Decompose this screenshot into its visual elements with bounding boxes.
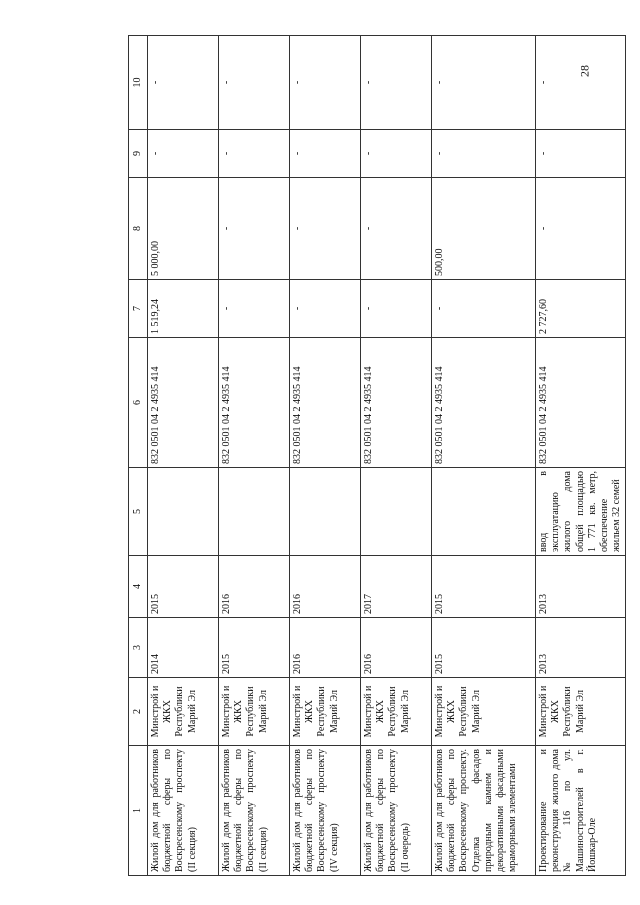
amount-col7-cell: 2 727,60: [536, 280, 626, 338]
start-year-cell: 2013: [536, 618, 626, 678]
amount-col10-cell: -: [432, 36, 536, 130]
column-header: 9: [129, 130, 148, 178]
amount-col8-cell: -: [219, 178, 290, 280]
end-year-cell: 2015: [432, 556, 536, 618]
executor-cell: Минстрой и ЖКХ Республики Марий Эл: [219, 678, 290, 746]
executor-cell: Минстрой и ЖКХ Республики Марий Эл: [432, 678, 536, 746]
amount-col10-cell: -: [361, 36, 432, 130]
end-year-cell: 2015: [148, 556, 219, 618]
amount-col7-cell: -: [361, 280, 432, 338]
start-year-cell: 2016: [361, 618, 432, 678]
object-name-cell: Жилой дом для работников бюджетной сферы по Воскресенскому проспекту (II секция): [148, 746, 219, 876]
budget-code-cell: 832 0501 04 2 4935 414: [361, 338, 432, 468]
budget-code-cell: 832 0501 04 2 4935 414: [290, 338, 361, 468]
result-cell: [432, 468, 536, 556]
amount-col10-cell: -: [290, 36, 361, 130]
amount-col9-cell: -: [536, 130, 626, 178]
amount-col9-cell: -: [219, 130, 290, 178]
funding-table: [128, 35, 626, 876]
result-cell: [361, 468, 432, 556]
amount-col9-cell: -: [361, 130, 432, 178]
column-header: 2: [129, 678, 148, 746]
object-name-cell: Жилой дом для работников бюджетной сферы по Воскресенскому проспекту (II очередь): [361, 746, 432, 876]
start-year-cell: 2015: [219, 618, 290, 678]
budget-code-cell: 832 0501 04 2 4935 414: [432, 338, 536, 468]
executor-cell: Минстрой и ЖКХ Республики Марий Эл: [361, 678, 432, 746]
end-year-cell: 2017: [361, 556, 432, 618]
object-name-cell: Жилой дом для работников бюджетной сферы по Воскресенскому проспекту (IV секция): [290, 746, 361, 876]
start-year-cell: 2014: [148, 618, 219, 678]
amount-col10-cell: -: [219, 36, 290, 130]
table-row: [536, 36, 626, 876]
start-year-cell: 2016: [290, 618, 361, 678]
result-cell: ввод в эксплуатацию жилого дома общей площадью 1 771 кв. метр, обеспечение жильем 32 семей: [536, 468, 626, 556]
amount-col10-cell: -: [536, 36, 626, 130]
object-name-cell: Жилой дом для работников бюджетной сферы по Воскресенскому проспекту. Отделка фасадов природным камнем и декоративными фасадными мраморными элементами: [432, 746, 536, 876]
end-year-cell: 2013: [536, 556, 626, 618]
column-header: 1: [129, 746, 148, 876]
amount-col7-cell: -: [432, 280, 536, 338]
executor-cell: Минстрой и ЖКХ Республики Марий Эл: [536, 678, 626, 746]
table-row: [432, 36, 536, 876]
table-header-row: [129, 36, 148, 876]
executor-cell: Минстрой и ЖКХ Республики Марий Эл: [148, 678, 219, 746]
executor-cell: Минстрой и ЖКХ Республики Марий Эл: [290, 678, 361, 746]
column-header: 10: [129, 36, 148, 130]
object-name-cell: Жилой дом для работников бюджетной сферы по Воскресенскому проспекту (II секция): [219, 746, 290, 876]
column-header: 4: [129, 556, 148, 618]
budget-code-cell: 832 0501 04 2 4935 414: [148, 338, 219, 468]
object-name-cell: Проектирование и реконструкция жилого дома № 116 по ул. Машиностроителей в г. Йошкар-Оле: [536, 746, 626, 876]
amount-col9-cell: -: [290, 130, 361, 178]
start-year-cell: 2015: [432, 618, 536, 678]
result-cell: [219, 468, 290, 556]
column-header: 5: [129, 468, 148, 556]
amount-col7-cell: -: [290, 280, 361, 338]
column-header: 3: [129, 618, 148, 678]
amount-col7-cell: 1 519,24: [148, 280, 219, 338]
amount-col9-cell: -: [432, 130, 536, 178]
amount-col8-cell: 5 000,00: [148, 178, 219, 280]
end-year-cell: 2016: [219, 556, 290, 618]
amount-col10-cell: -: [148, 36, 219, 130]
table-row: [219, 36, 290, 876]
column-header: 7: [129, 280, 148, 338]
table-row: [148, 36, 219, 876]
amount-col8-cell: 500,00: [432, 178, 536, 280]
amount-col7-cell: -: [219, 280, 290, 338]
budget-code-cell: 832 0501 04 2 4935 414: [536, 338, 626, 468]
amount-col8-cell: -: [290, 178, 361, 280]
budget-code-cell: 832 0501 04 2 4935 414: [219, 338, 290, 468]
result-cell: [148, 468, 219, 556]
table-row: [361, 36, 432, 876]
page-number: 28: [577, 65, 592, 77]
amount-col8-cell: -: [361, 178, 432, 280]
amount-col8-cell: -: [536, 178, 626, 280]
amount-col9-cell: -: [148, 130, 219, 178]
result-cell: [290, 468, 361, 556]
end-year-cell: 2016: [290, 556, 361, 618]
column-header: 6: [129, 338, 148, 468]
column-header: 8: [129, 178, 148, 280]
table-row: [290, 36, 361, 876]
